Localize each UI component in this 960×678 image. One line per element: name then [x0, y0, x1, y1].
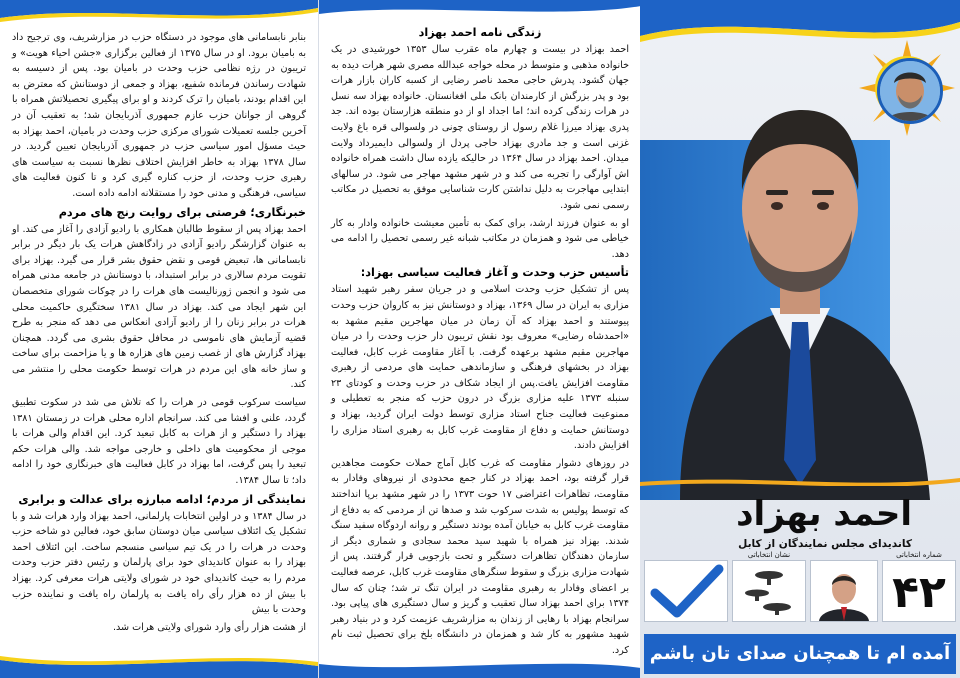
representation-paragraph-2: از هشت هزار رأی وارد شورای ولایتی هرات شد. [112, 621, 306, 633]
ballot-info [640, 552, 960, 622]
party-paragraph-2: در روزهای دشوار مقاومت که غرب کابل آماج حملات حکومت مجاهدین قرار گرفته بود، احمد بهزاد در کنار جمع محدودی از نیروهای وفادار به مقاومت، تظاهرات اعتراضی ۱۷ حوت ۱۳۷۳ را در شهر مشهد برپا انداختند که توسط پولیس به شدت سرکوب شد و صدها تن از مردمی که به دفاع از مقاومت غرب کابل به خیابان آمده بودند دستگیر و روانه اردوگاه سفید سنگ شدند. بهزاد نیز همراه با شهید سید محمد سجادی و شماری دیگر از سازمان دهندگان تظاهرات دستگیر و تحت بازجویی قرار گرفتند. پس از شهادت مزاری بزرگ و سقوط سنگرهای مقاومت غرب کابل، عرصه فعالیت بر اعضای وفادار به رهبری مقاومت در ایران تنگ تر شد؛ چنان که سال ۱۳۷۴ برای احمد بهزاد سال تعقیب و گریز و سال دستگیری های پیاپی بود. سرانجام بهزاد با رهایی از زندان به مزارشریف عزیمت کرد و در بنیاد رهبر شهید مشهور به کار شد و همزمان در دانشگاه بلخ برای تحصیل ثبت نام کرد. [331, 457, 629, 656]
intro-paragraph: بنابر نابسامانی های موجود در دستگاه حزب در مزارشریف، وی ترجیح داد به بامیان برود. او در سال ۱۳۷۵ از فعالین برگزاری «جشن احیاء هویت» و تریبون در رژه نظامی حزب وحدت در بامیان بود. پس از دسیسه به شهادت رساندن فرمانده شفیع، بهزاد و جمعی از دوستانش که معترض به این اقدام بودند، بامیان را ترک کردند و او برای پیگیری تحصیلاتش همراه با گروهی از جوانان حزب عازم جمهوری آذربایجان شد؛ به تعقیب آن در آخرین جلسه تعمیلات شورای مرکزی حزب وحدت در بامیان، احمد بهزاد به حیث مسؤل امور سیاسی حزب در جمهوری آذربایجان تعیین گردید. در سال ۱۳۷۸ بهزاد به خاطر افزایش اختلاف نظرها نسبت به سیاست های رهبری حزب وحدت، از حزب کناره گیری کرد و تا کنون فعالیت های سیاسی، فرهنگی و مدنی خود را مستقلانه ادامه داده است. [12, 32, 307, 199]
orange-accent-stripe [640, 476, 960, 486]
election-symbol-label: نشان انتخاباتی [747, 551, 791, 559]
checkmark-icon [645, 561, 727, 621]
ballot-number-box [882, 551, 956, 622]
bottom-decor-band [319, 652, 641, 678]
right-panel [640, 0, 960, 678]
election-symbol-icon [733, 561, 805, 621]
candidate-name: احمد بهزاد [736, 494, 912, 534]
bottom-decor-band [0, 652, 318, 678]
left-column [0, 0, 318, 678]
leader-emblem [859, 40, 955, 136]
middle-column-text [331, 22, 630, 656]
biography-paragraph-2: او به عنوان فرزند ارشد، برای کمک به تأمین معیشت خانواده وادار به کار خیاطی می شود و همزمان در مکاتب شبانه غیر رسمی تحصیل را ادامه می دهد. [331, 217, 629, 260]
campaign-slogan: آمده ام تا همچنان صدای تان باشم [644, 634, 956, 674]
vote-checkmark-box [644, 560, 728, 622]
biography-paragraph: احمد بهزاد در بیست و چهارم ماه عقرب سال ۱۳۵۳ خورشیدی در یک خانواده مذهبی و متوسط در محله خواجه عبدالله مصری شهر هرات دیده به جهان گشود. پدرش حاجی محمد ناصر رضایی از کسبه کاران بازار هرات بود و پدر بزرگش از کارمندان بانک ملی افغانستان. خانواده بهزاد سه نسل در هرات زندگی کرده اند؛ اما اجداد او از دو منطقه هزارستان بوده اند. جد پدری بهزاد میرزا غلام رسول از روستای چونی در ولسوالی قره باغ ولایت غزنی است و جد مادری بهزاد حاجی پردل از ولسوالی دایمیرداد ولایت میدان. احمد بهزاد در سال ۱۳۶۴ در حالیکه یازده سال داشت همراه خانواده اش آوارگی را تجربه می کند و در شهر مشهد مهاجر می شود. در سالهای ابتدایی مهاجرت به دلیل نداشتن کارت شناسایی موفق به تحصیل در مکاتب رسمی نمی شود. [331, 44, 629, 211]
journalism-paragraph: احمد بهزاد پس از سقوط طالبان همکاری با رادیو آزادی را آغاز می کند. او به عنوان گزارشگر رادیو آزادی در زادگاهش هرات یک بار دیگر در برابر نابسامانی ها، تبعیض قومی و نقض حقوق بشر قرار می گیرد. بهزاد برای تقویت مردم سالاری در برابر استبداد، با دوستانش در جامعه مدنی همراه می شود و انجمن ژورنالیست های هرات را در چوکات شورای متخصصان این شهر ایجاد می کند. بهزاد در سال ۱۳۸۱ سختگیری حاکمیت محلی هرات در برابر زنان را از رادیو آزادی انعکاس می دهد که منجر به طرح قضیه آزمایش های ناموسی در محافل حقوق بشری می گردد. همچنان بهزاد گزارش های از غصب زمین های هزاره ها و یا مزاحمت برای ساخت و ساز خانه های این مردم در هرات توسط حکومت محلی را منتشر می کند. [12, 223, 306, 391]
left-column-text [12, 30, 306, 646]
ballot-number: ۴۲ [892, 567, 946, 618]
representation-paragraph: در سال ۱۳۸۴ و در اولین انتخابات پارلمانی، احمد بهزاد وارد هرات شد و با تشکیل یک ائتلاف سیاسی میان دوستان سابق خود، فعالین دو شاخه حزب وحدت در هرات را در یک تیم سیاسی منسجم ساخت. این ائتلاف احمد بهزاد را به عنوان کاندیدای خود برای پارلمان و رئیس دفتر حزب وحدت مردم را به حیث کاندیدای خود در شورای ولایتی هرات معرفی کرد. بهزاد با بیش از ده هزار رأی راه یافت به پارلمان راه یافت و نماینده حزب وحدت با بیش [12, 510, 306, 616]
middle-column [318, 0, 642, 678]
leader-photo [877, 58, 943, 124]
party-heading: تأسیس حزب وحدت و آغاز فعالیت سیاسی بهزاد: [360, 266, 629, 280]
election-symbol-box [732, 551, 806, 622]
biography-heading: زندگی نامه احمد بهزاد [418, 26, 542, 39]
party-paragraph: پس از تشکیل حزب وحدت اسلامی و در جریان سفر رهبر شهید استاد مزاری به ایران در سال ۱۳۶۹، بهزاد و دوستانش نیز به کاروان حزب وحدت پیوستند و احمد بهزاد که آن زمان در میان مهاجرین مقیم مشهد به «احمدشاه رضایی» معروف بود نقش تریبون دار حزب وحدت را در میان مهاجرین مقیم مشهد برعهده گرفت. با آغاز مقاومت غرب کابل، فعالیت بهزاد در بخشهای فرهنگی و سازماندهی حمایت های مردمی از رهبری مقاومت افزایش یافت.پس از ایجاد شکاف در حزب وحدت و کودتای ۲۳ سنبله ۱۳۷۳ علیه مزاری بزرگ در درون حزب که منجر به تعطیلی و ممنوعیت فعالیت جناح استاد مزاری توسط دولت ایران گردید، بهزاد و دوستانش حمایت و دفاع از مقاومت غرب کابل به رهبری استاد مزاری را افزایش دادند. [331, 284, 630, 452]
journalism-paragraph-2: سیاست سرکوب قومی در هرات را که تلاش می شد در سکوت تطبیق گردد، علنی و افشا می کند. سرانجام اداره محلی هرات در زمستان ۱۳۸۱ بهزاد را دستگیر و از هرات به کابل تبعید کرد. این اقدام والی هرات با موجی از محکومیت های داخلی و خارجی مواجه شد. والی هرات حکم تبعید را پس گرفت، اما بهزاد در کابل فعالیت های خبرنگاری خود را ادامه داد؛ تا سال ۱۳۸۴. [12, 397, 306, 487]
candidate-subtitle: کاندیدای مجلس نمایندگان از کابل [738, 538, 912, 550]
candidate-thumbnail [811, 561, 877, 621]
journalism-heading: خبرنگاری؛ فرصتی برای روایت رنج های مردم [58, 205, 306, 219]
top-decor-band [0, 0, 318, 26]
representation-heading: نمایندگی از مردم؛ ادامه مبارزه برای عدالت و برابری [18, 492, 306, 506]
candidate-thumbnail-box [810, 560, 878, 622]
ballot-number-label: شماره انتخاباتی [896, 551, 942, 559]
